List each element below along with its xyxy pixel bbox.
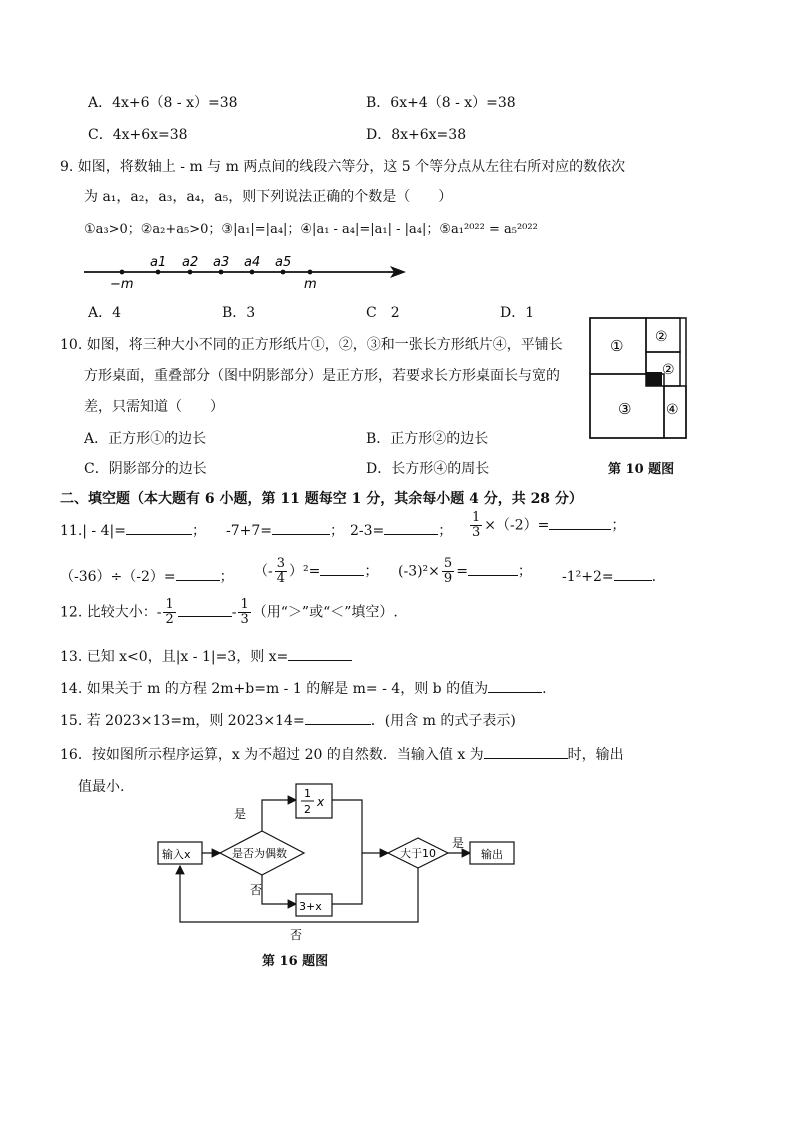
flow-input-label: 输入x — [162, 848, 191, 861]
q11-blank-6[interactable] — [320, 561, 364, 576]
tick-a3 — [219, 270, 224, 275]
label-a5: a5 — [275, 255, 292, 270]
q15-line — [60, 710, 516, 730]
flow-output-label: 输出 — [481, 848, 503, 861]
q16-line2: 值最小. — [78, 779, 125, 795]
q11-part8 — [562, 566, 656, 585]
q11-text-5: （-36）÷（-2）= — [60, 569, 176, 585]
q11-blank-1[interactable] — [126, 520, 192, 535]
q10-stem-line1: 10. 如图，将三种大小不同的正方形纸片①，②，③和一张长方形纸片④，平铺长 — [60, 337, 563, 353]
tick-a5 — [281, 270, 286, 275]
q11-semicolon-6: ； — [364, 563, 379, 580]
q12-text-mid: - — [231, 604, 237, 621]
table-rect — [590, 318, 686, 438]
q11-text-6b: ）²= — [289, 563, 321, 580]
q16-blank[interactable] — [484, 744, 568, 759]
q15-blank[interactable] — [305, 710, 371, 725]
q11-blank-2[interactable] — [272, 520, 330, 535]
q11-semicolon-3: ； — [438, 523, 453, 539]
q11-part1 — [60, 520, 206, 540]
q13-line — [60, 646, 352, 666]
q14-line — [60, 678, 547, 698]
q9-option-b: B．3 — [222, 305, 256, 321]
label-4: ④ — [666, 402, 679, 418]
q14-blank[interactable] — [488, 678, 542, 693]
label-a2: a2 — [182, 255, 199, 270]
q11-part3 — [350, 520, 452, 540]
q11-blank-8[interactable] — [614, 566, 652, 581]
q12-blank[interactable] — [178, 602, 232, 617]
label-a3: a3 — [213, 255, 230, 270]
q11-text-8: -1²+2= — [562, 569, 614, 585]
label-m-neg: −m — [110, 277, 134, 292]
section2-title: 二、填空题（本大题有 6 小题，第 11 题每空 1 分，其余每小题 4 分，共 28 分） — [60, 491, 583, 507]
q11-part2 — [226, 520, 344, 540]
q11-fraction-1: $\frac{1}{3}$ — [472, 510, 481, 540]
tick-a2 — [188, 270, 193, 275]
q9-stem-line1: 9. 如图，将数轴上 - m 与 m 两点间的线段六等分，这 5 个等分点从左往右所对应的数依次 — [60, 159, 626, 175]
flow-half-var: x — [317, 795, 325, 809]
q12-fraction-b: $\frac{1}{3}$ — [240, 597, 249, 627]
q12-fraction-a: $\frac{1}{2}$ — [165, 597, 174, 627]
label-m: m — [304, 277, 317, 292]
label-a4: a4 — [244, 255, 261, 270]
label-1: ① — [610, 337, 624, 355]
q11-semicolon-7: ； — [517, 563, 532, 580]
q10-stem-line2: 方形桌面，重叠部分（图中阴影部分）是正方形，若要求长方形桌面长与宽的 — [84, 368, 560, 384]
q15-text: 15. 若 2023×13=m，则 2023×14= — [60, 713, 305, 729]
q12-text-post: （用“＞”或“＜”填空）. — [252, 604, 398, 621]
q9-option-a: A．4 — [88, 305, 122, 321]
q11-semicolon-1: ； — [191, 523, 206, 539]
q11-fraction-3: $\frac{5}{9}$ — [443, 556, 453, 586]
q10-option-a: A．正方形①的边长 — [84, 431, 207, 447]
label-2-top: ② — [655, 329, 668, 345]
tick-a1 — [156, 270, 161, 275]
q11-part4 — [468, 511, 625, 540]
q9-stem-line2: 为 a₁，a₂，a₃，a₄，a₅，则下列说法正确的个数是（ ） — [84, 189, 453, 205]
tick-m — [308, 270, 313, 275]
q16-text-1-end: 时，输出 — [567, 747, 624, 763]
q11-part5 — [60, 566, 234, 586]
q11-text-4: ×（-2）= — [484, 517, 550, 534]
q10-stem-line3: 差，只需知道（ ） — [84, 399, 224, 415]
q16-flowchart — [150, 776, 530, 946]
q11-semicolon-5: ； — [219, 569, 234, 585]
q11-fraction-2: $\frac{3}{4}$ — [276, 556, 286, 586]
q11-part6 — [254, 557, 378, 586]
q9-option-d: D．1 — [500, 305, 535, 321]
q8-option-b: B．6x+4（8 - x）=38 — [366, 95, 516, 111]
label-2-right: ② — [662, 362, 675, 378]
q10-option-b: B．正方形②的边长 — [366, 431, 489, 447]
label-a1: a1 — [150, 255, 167, 270]
q11-text-7b: = — [456, 563, 468, 580]
q11-blank-3[interactable] — [384, 520, 438, 535]
q8-option-a: A．4x+6（8 - x）=38 — [88, 95, 238, 111]
q12-text-pre: 12. 比较大小：- — [60, 604, 162, 621]
flow-yes-label: 是 — [234, 807, 247, 821]
q11-blank-4[interactable] — [549, 515, 611, 530]
flow-half-den: 2 — [304, 803, 311, 816]
flow-no-label: 否 — [250, 883, 263, 897]
flow-yes2-label: 是 — [452, 836, 465, 850]
q13-blank[interactable] — [288, 646, 352, 661]
flow-no2-label: 否 — [290, 928, 303, 942]
tick-m-neg — [120, 270, 125, 275]
q9-statements: ①a₃>0；②a₂+a₅>0；③|a₁|=|a₄|；④|a₁ - a₄|=|a₁| - |a₄|；⑤a₁²⁰²² = a₅²⁰²² — [84, 222, 538, 237]
q8-option-c: C．4x+6x=38 — [88, 127, 188, 143]
q16-text-1: 16．按如图所示程序运算，x 为不超过 20 的自然数．当输入值 x 为 — [60, 747, 484, 763]
flow-gt10-label: 大于10 — [400, 847, 436, 860]
q11-blank-7[interactable] — [468, 561, 518, 576]
q11-semicolon-4: ； — [611, 517, 626, 534]
q10-caption: 第 10 题图 — [608, 462, 675, 477]
q12-line — [60, 598, 398, 627]
q8-option-d: D．8x+6x=38 — [366, 127, 467, 143]
q10-option-d: D．长方形④的周长 — [366, 461, 490, 477]
q9-number-line — [80, 252, 420, 292]
q15-end: ．(用含 m 的式子表示) — [370, 713, 516, 729]
q11-period: . — [651, 569, 657, 585]
q10-option-c: C．阴影部分的边长 — [84, 461, 207, 477]
tick-a4 — [250, 270, 255, 275]
q11-semicolon-2: ； — [330, 523, 345, 539]
flow-decision-label: 是否为偶数 — [232, 847, 287, 860]
q11-part7 — [398, 557, 532, 586]
q14-end: . — [542, 681, 547, 697]
q11-blank-5[interactable] — [176, 566, 220, 581]
shaded-overlap — [646, 372, 662, 386]
q9-option-c: C 2 — [366, 305, 400, 321]
flow-half-num: 1 — [304, 787, 311, 800]
q16-caption: 第 16 题图 — [262, 954, 329, 969]
q11-text-6a: （- — [254, 563, 273, 580]
flow-plus-label: 3+x — [299, 900, 322, 913]
q11-text-3: 2-3= — [350, 523, 385, 539]
q11-text-2: -7+7= — [226, 523, 273, 539]
label-3: ③ — [618, 400, 632, 418]
q11-text-7a: (-3)²× — [398, 563, 440, 580]
q13-text: 13. 已知 x<0，且|x - 1|=3，则 x= — [60, 649, 289, 665]
q16-line1 — [60, 744, 624, 764]
q10-figure — [582, 314, 692, 444]
q11-text-1: 11.| - 4|= — [60, 523, 126, 539]
q14-text: 14. 如果关于 m 的方程 2m+b=m - 1 的解是 m= - 4，则 b 的值为 — [60, 681, 489, 697]
